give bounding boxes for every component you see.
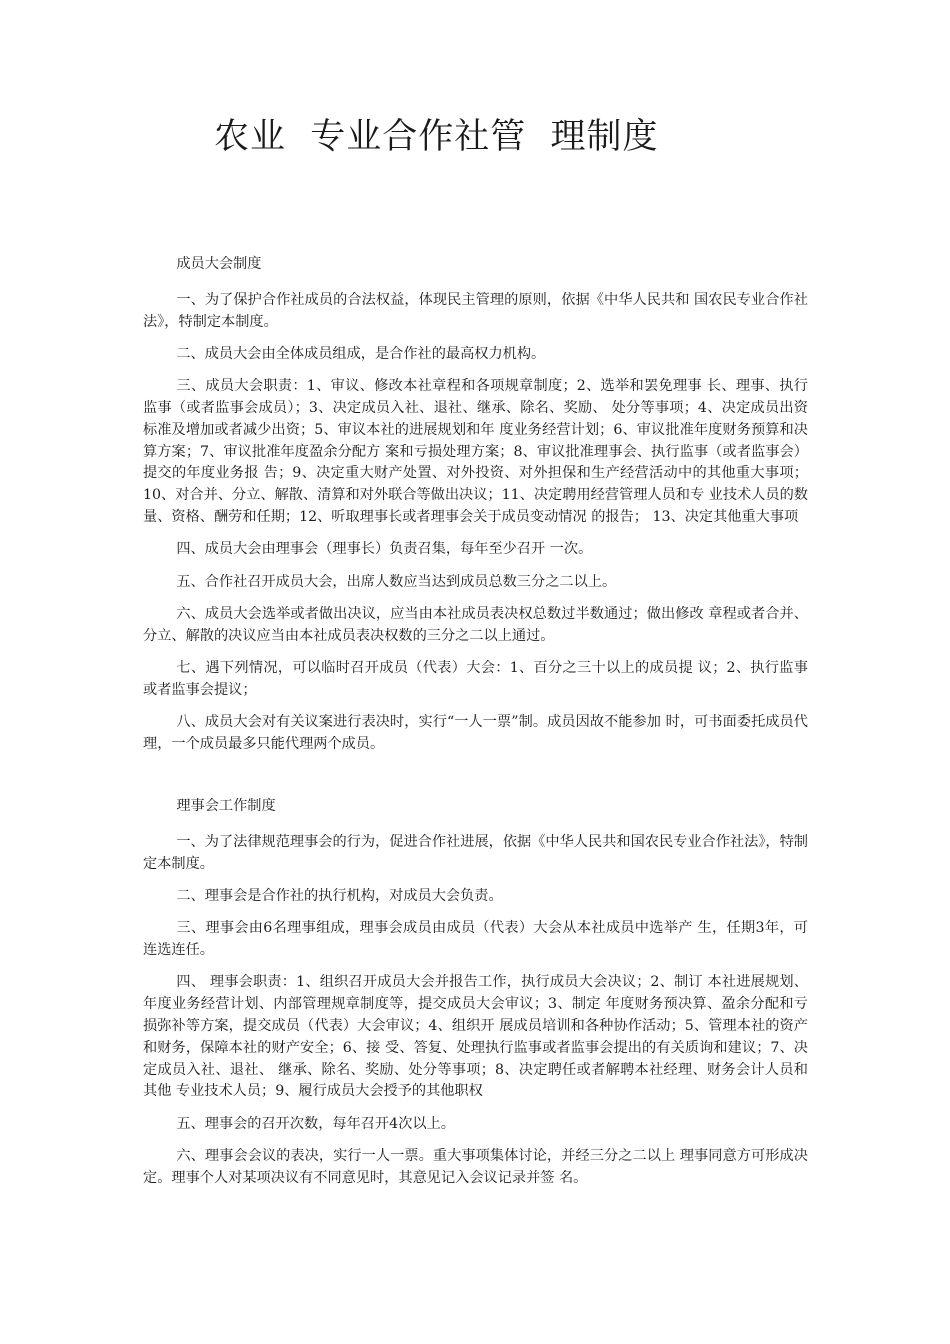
paragraph: 一、为了保护合作社成员的合法权益，体现民主管理的原则，依据《中华人民共和 国农民专业合作社法》，特制定本制度。 [143, 291, 808, 330]
paragraph: 四、 理事会职责：1、组织召开成员大会并报告工作，执行成员大会决议；2、制订 本社进展规划、年度业务经营计划、内部管理规章制度等，提交成员大会审议；3、制定 年度财务预决算、盈余分配和亏损弥补等方案，提交成员（代表）大会审议；4、组织开 展成员培训和各种协作活动；5、管理本社的资产和财务，保障本社的财产安全；6、接 受、答复、处理执行监事或者监事会提出的有关质询和建议；7、决定成员入社、退社、 继承、除名、奖励、处分等事项；8、决定聘任或者解聘本社经理、财务会计人员和其他 专业技术人员；9、履行成员大会授予的其他职权 [143, 974, 808, 1100]
paragraph: 二、理事会是合作社的执行机构，对成员大会负责。 [176, 888, 503, 905]
paragraph: 六、理事会会议的表决，实行一人一票。重大事项集体讨论，并经三分之二以上 理事同意方可形成决定。理事个人对某项决议有不同意见时，其意见记入会议记录并签 名。 [143, 1148, 808, 1186]
paragraph: 二、成员大会由全体成员组成，是合作社的最高权力机构。 [176, 345, 546, 362]
section-spacer [143, 766, 808, 796]
section-members-assembly [143, 254, 808, 756]
paragraph: 五、合作社召开成员大会，出席人数应当达到成员总数三分之二以上。 [176, 573, 617, 590]
section-heading: 理事会工作制度 [176, 798, 276, 815]
paragraph: 五、理事会的召开次数，每年召开4次以上。 [176, 1115, 455, 1132]
paragraph: 三、理事会由6名理事组成，理事会成员由成员（代表）大会从本社成员中选举产 生，任期3年，可连选连任。 [143, 920, 808, 959]
paragraph: 四、成员大会由理事会（理事长）负责召集，每年至少召开 一次。 [176, 541, 593, 558]
document-body [143, 254, 808, 1200]
paragraph: 六、成员大会选举或者做出决议，应当由本社成员表决权总数过半数通过；做出修改 章程或者合并、分立、解散的决议应当由本社成员表决权数的三分之二以上通过。 [143, 605, 808, 644]
paragraph: 三、成员大会职责：1、审议、修改本社章程和各项规章制度；2、选举和罢免理事 长、理事、执行监事（或者监事会成员）；3、决定成员入社、退社、继承、除名、奖励、 处分等事项；4、决定成员出资标准及增加或者减少出资；5、审议本社的进展规划和年 度业务经营计划；6、审议批准年度财务预算和决算方案；7、审议批准年度盈余分配方 案和亏损处理方案；8、审议批准理事会、执行监事（或者监事会）提交的年度业务报 告；9、决定重大财产处置、对外投资、对外担保和生产经营活动中的其他重大事项； 10、对合并、分立、解散、清算和对外联合等做出决议；11、决定聘用经营管理人员和专 业技术人员的数量、资格、酬劳和任期；12、听取理事长或者理事会关于成员变动情况 的报告； 13、决定其他重大事项 [143, 378, 808, 525]
document-title: 农业 专业合作社管 理制度 [214, 117, 659, 157]
paragraph: 七、遇下列情况，可以临时召开成员（代表）大会：1、百分之三十以上的成员提 议；2、执行监事或者监事会提议； [143, 659, 808, 698]
section-board-work [143, 796, 808, 1189]
paragraph: 八、成员大会对有关议案进行表决时，实行“一人一票”制。成员因故不能参加 时，可书面委托成员代理，一个成员最多只能代理两个成员。 [143, 714, 808, 752]
section-heading: 成员大会制度 [176, 256, 262, 272]
paragraph: 一、为了法律规范理事会的行为，促进合作社进展，依据《中华人民共和国农民专业合作社法》，特制定本制度。 [143, 833, 808, 872]
